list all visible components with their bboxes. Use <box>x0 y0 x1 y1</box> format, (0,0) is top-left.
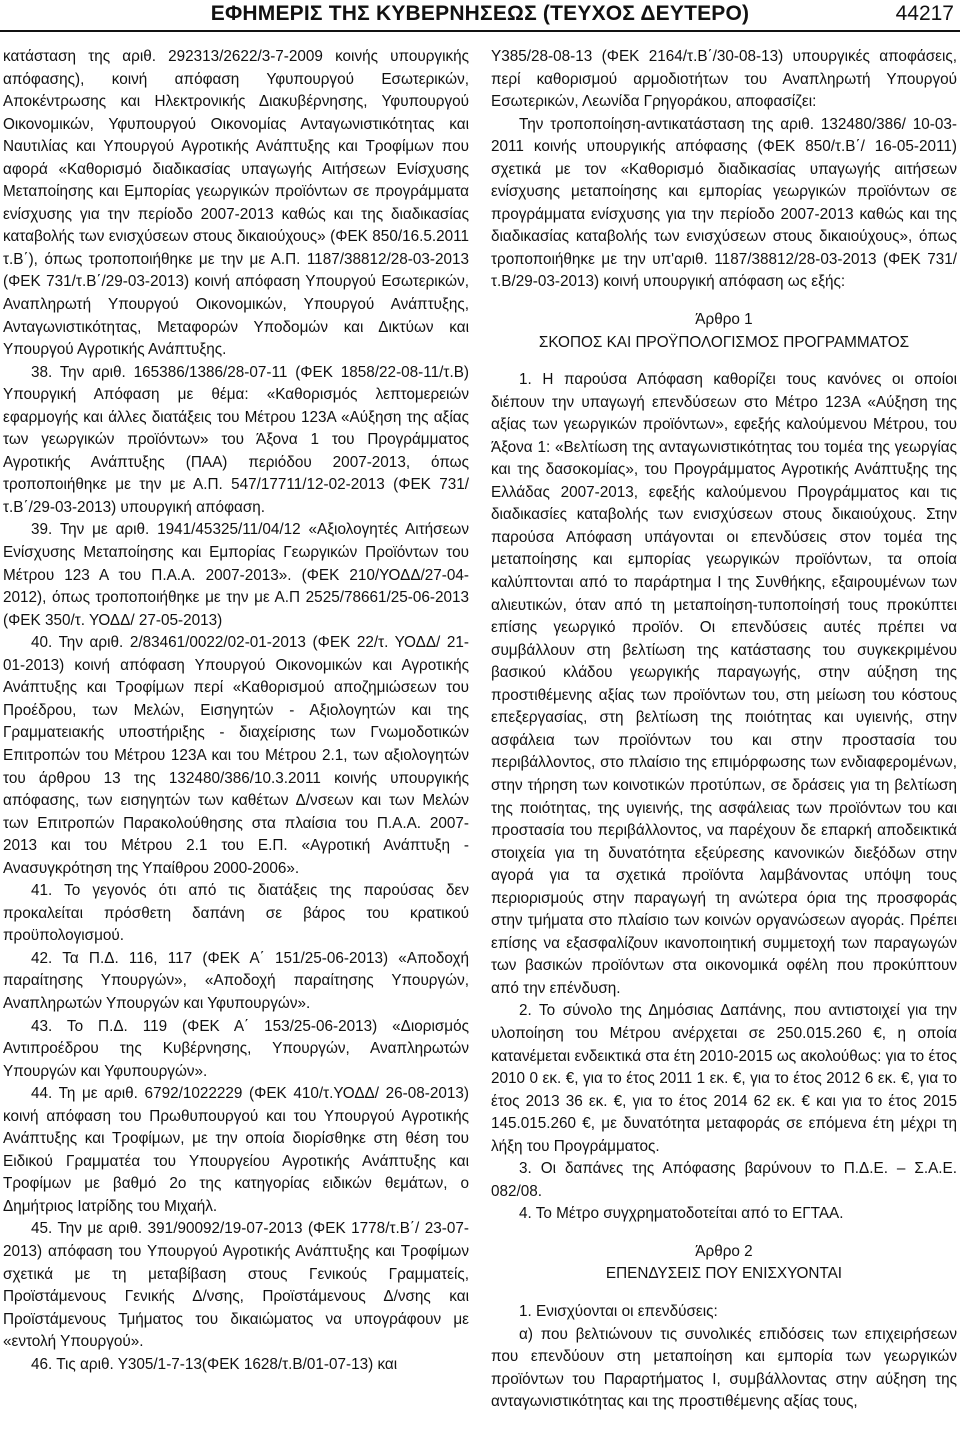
paragraph: 1. Ενισχύονται οι επενδύσεις: <box>519 1302 718 1320</box>
paragraph: Την τροποποίηση-αντικατάσταση της αριθ. 132480/386/ 10-03-2011 κοινής υπουργικής απόφασης (ΦΕΚ 850/τ.Β΄/ 16-05-2011) σχετικά με τον «Καθορισμό διαδικασίας υπαγωγής αιτήσεων ενίσχυσης μεταποίησης και εμπορίας γεωργικών προϊόντων σε προγράμματα ενίσχυσης για την περίοδο 2007-2013 καθώς και της διαδικασίας καταβολής των ενισχύσεων στους δικαιούχους», όπως τροποποιήθηκε με την υπ'αριθ. 1187/38812/28-03-2013 (ΦΕΚ 731/τ.Β/29-03-2013) κοινή υπουργική απόφαση ως εξής: <box>491 115 957 291</box>
left-column <box>3 46 469 1376</box>
article-title: ΣΚΟΠΟΣ ΚΑΙ ΠΡΟΫΠΟΛΟΓΙΣΜΟΣ ΠΡΟΓΡΑΜΜΑΤΟΣ <box>538 333 910 351</box>
spacer <box>491 1226 957 1241</box>
paragraph: 45. Την με αριθ. 391/90092/19-07-2013 (ΦΕΚ 1778/τ.Β΄/ 23-07-2013) απόφαση του Υπουργού Αγροτικής Ανάπτυξης και Τροφίμων σχετικά με τη μεταβίβαση στους Γενικούς Γραμματείς, Προϊστάμενους Γενικής Δ/νσης, Προϊστάμενους Δ/νσης και Προϊστάμενους Τμήματος του δικαιώματος να υπογράφουν με «εντολή Υπουργού». <box>3 1220 469 1351</box>
page-number: 44217 <box>895 2 954 25</box>
page-header <box>0 0 960 40</box>
paragraph: 46. Τις αριθ. Υ305/1-7-13(ΦΕΚ 1628/τ.Β/01-07-13) και <box>31 1355 398 1373</box>
paragraph: 3. Οι δαπάνες της Απόφασης βαρύνουν το Π.Δ.Ε. – Σ.Α.Ε. 082/08. <box>491 1160 957 1200</box>
paragraph: 43. Το Π.Δ. 119 (ΦΕΚ Α΄ 153/25-06-2013) «Διορισμός Αντιπροέδρου της Κυβέρνησης, Υπουργών, Αναπληρωτών Υπουργών και Υφυπουργών». <box>3 1017 469 1080</box>
spacer <box>491 294 957 309</box>
paragraph: Υ385/28-08-13 (ΦΕΚ 2164/τ.Β΄/30-08-13) υπουργικές αποφάσεις, περί καθορισμού αρμοδιοτήτων του Αναπληρωτή Υπουργού Εσωτερικών, Λεωνίδα Γρηγοράκου, αποφασίζει: <box>491 48 957 111</box>
spacer <box>491 354 957 369</box>
right-column <box>491 46 957 1414</box>
paragraph: 44. Τη με αριθ. 6792/1022229 (ΦΕΚ 410/τ.ΥΟΔΔ/ 26-08-2013) κοινή απόφαση του Πρωθυπουργού και του Υπουργού Αγροτικής Ανάπτυξης και Τροφίμων, με την οποία διορίσθηκε στη θέση του Ειδικού Γραμματέα του Υπουργείου Αγροτικής Ανάπτυξης και Τροφίμων με βαθμό 2ο της κατηγορίας ειδικών θεμάτων, ο Δημήτριος Ιατρίδης του Μιχαήλ. <box>3 1085 469 1215</box>
paragraph: κατάσταση της αριθ. 292313/2622/3-7-2009 κοινής υπουργικής απόφασης), κοινή απόφαση Υφυπουργού Εσωτερικών, Αποκέντρωσης και Ηλεκτρονικής Διακυβέρνησης, Υφυπουργού Οικονομικών, Υφυπουργού Οικονομίας Ανταγωνιστικότητας και Ναυτιλίας και Υπουργού Αγροτικής Ανάπτυξης και Τροφίμων που αφορά «Καθορισμό διαδικασίας υπαγωγής Αιτήσεων Ενίσχυσης Μεταποίησης και Εμπορίας γεωργικών προϊόντων σε προγράμματα ενίσχυσης για την περίοδο 2007-2013 καθώς και της διαδικασίας καταβολής των ενισχύσεων στους δικαιούχους» (ΦΕΚ 850/16.5.2011 τ.Β΄), όπως τροποποιήθηκε με την με Α.Π. 1187/38812/28-03-2013 (ΦΕΚ 731/τ.Β΄/29-03-2013) κοινή απόφαση Υπουργού Εσωτερικών, Αναπληρωτή Υπουργού Οικονομικών, Υπουργού Ανάπτυξης, Ανταγωνιστικότητας, Μεταφορών Υποδομών και Δικτύων και Υπουργού Αγροτικής Ανάπτυξης. <box>3 48 469 359</box>
article-number: Άρθρο 2 <box>695 1242 753 1260</box>
paragraph: α) που βελτιώνουν τις συνολικές επιδόσεις των επιχειρήσεων που επενδύουν στη μεταποίηση και εμπορία των γεωργικών προϊόντων του Παραρτήματος Ι, συμβάλλοντας στην αύξηση της ανταγωνιστικότητας και της προστιθέμενης αξίας τους, <box>491 1325 957 1411</box>
paragraph: 38. Την αριθ. 165386/1386/28-07-11 (ΦΕΚ 1858/22-08-11/τ.Β) Υπουργική Απόφαση με θέμα: «Καθορισμός λεπτομερειών εφαρμογής και άλλες διατάξεις του Μέτρου 123Α «Αύξηση της αξίας των γεωργικών προϊόντων» του Άξονα 1 του Προγράμματος Αγροτικής Ανάπτυξης (ΠΑΑ) περιόδου 2007-2013, όπως τροποποιήθηκε με την με Α.Π. 547/17711/12-02-2013 (ΦΕΚ 731/τ.Β΄/29-03-2013) υπουργική απόφαση. <box>3 363 469 516</box>
paragraph: 40. Την αριθ. 2/83461/0022/02-01-2013 (ΦΕΚ 22/τ. ΥΟΔΔ/ 21-01-2013) κοινή απόφαση Υπουργού Οικονομικών και Αγροτικής Ανάπτυξης και Τροφίμων περί «Καθορισμού αποζημιώσεων του Προέδρου, των Μελών, Εισηγητών - Αξιολογητών και της Γραμματειακής υποστήριξης - διαχείρισης των Γνωμοδοτικών Επιτροπών του Μέτρου 123Α και του Μέτρου 2.1, των αξιολογητών του άρθρου 13 της 132480/386/10.3.2011 κοινής υπουργικής απόφασης, των εισηγητών των καθέτων Δ/νσεων και των Μελών των Επιτροπών Παρακολούθησης στα πλαίσια του Π.Α.Α. 2007-2013 και του Μέτρου 2.1 του Ε.Π. «Αγροτική Ανάπτυξη - Ανασυγκρότηση της Υπαίθρου 2000-2006». <box>3 634 469 877</box>
paragraph: 41. Το γεγονός ότι από τις διατάξεις της παρούσας δεν προκαλείται πρόσθετη δαπάνη σε βάρος του κρατικού προϋπολογισμού. <box>3 882 469 945</box>
paragraph: 1. Η παρούσα Απόφαση καθορίζει τους κανόνες οι οποίοι διέπουν την υπαγωγή επενδύσεων στο Μέτρο 123Α «Αύξηση της αξίας των γεωργικών προϊόντων», εφεξής καλούμενου Μέτρου, του Άξονα 1: «Βελτίωση της ανταγωνιστικότητας του τομέα της γεωργίας και της δασοκομίας», του Προγράμματος Αγροτικής Ανάπτυξης της Ελλάδας 2007-2013, εφεξής καλούμενου Προγράμματος και τις διαδικασίες καταβολής των ενισχύσεων στους δικαιούχους. Στην παρούσα Απόφαση υπάγονται οι επενδύσεις στον τομέα της μεταποίησης και εμπορίας γεωργικών προϊόντων, τα οποία καλύπτονται από το παράρτημα Ι της Συνθήκης, εξαιρουμένων των αλιευτικών, όταν από τη μεταποίηση-τυποποίησή τους προκύπτει επίσης γεωργικό προϊόν. Οι επενδύσεις αυτές πρέπει να συμβάλλουν στη βελτίωση της κατάστασης του συγκεκριμένου βασικού κλάδου γεωργικής παραγωγής, στην αύξηση της προστιθέμενης αξίας των προϊόντων του, στη μείωση του κόστους επεξεργασίας, στη βελτίωση της ποιότητας και υγιεινής, στην ασφάλεια των προϊόντων του και στην προστασία του περιβάλλοντος, στο πλαίσιο της επιμόρφωσης των ενδιαφερομένων, στην τήρηση των κοινοτικών προτύπων, σε δράσεις για τη βελτίωση της ποιότητας, της υγιεινής, της ασφάλειας των προϊόντων του και προστασία του περιβάλλοντος, να παρέχουν δε επαρκή αποδεικτικά στοιχεία για τη δυνατότητα εξεύρεσης κανονικών διεξόδων στην αγορά για τα σχετικά προϊόντα λαμβάνοντας υπόψη τους περιορισμούς στην παραγωγή τη ανώτερα όρια της προσφοράς στην τμήματα στο πλαίσιο των κοινών οργανώσεων αγοράς. Πρέπει επίσης να εξασφαλίζουν ικανοποιητική συμμετοχή των παραγωγών των βασικών προϊόντων στα οικονομικά οφέλη που προκύπτουν από την επένδυση. <box>491 371 957 997</box>
paragraph: 39. Την με αριθ. 1941/45325/11/04/12 «Αξιολογητές Αιτήσεων Ενίσχυσης Μεταποίησης και Εμπορίας Γεωργικών Προϊόντων του Μέτρου 123 Α του Π.Α.Α. 2007-2013». (ΦΕΚ 210/ΥΟΔΔ/27-04-2012), όπως τροποποιήθηκε με την με Α.Π 2525/78661/25-06-2013 (ΦΕΚ 350/τ. ΥΟΔΔ/ 27-05-2013) <box>3 521 469 629</box>
paragraph: 42. Τα Π.Δ. 116, 117 (ΦΕΚ Α΄ 151/25-06-2013) «Αποδοχή παραίτησης Υπουργών», «Αποδοχή παραίτησης Υπουργών, Αναπληρωτών Υπουργών και Υφυπουργών». <box>3 949 469 1012</box>
gazette-title: ΕΦΗΜΕΡΙΣ ΤΗΣ ΚΥΒΕΡΝΗΣΕΩΣ (ΤΕΥΧΟΣ ΔΕΥΤΕΡΟ) <box>210 2 750 25</box>
paragraph: 4. Το Μέτρο συγχρηματοδοτείται από το ΕΓΤΑΑ. <box>519 1205 844 1223</box>
paragraph: 2. Το σύνολο της Δημόσιας Δαπάνης, που αντιστοιχεί για την υλοποίηση του Μέτρου ανέρχεται σε 250.015.260 €, η οποία κατανέμεται ενδεικτικά στα έτη 2010-2015 ως ακολούθως: για το έτος 2010 0 εκ. €, για το έτος 2011 1 εκ. €, για το έτος 2012 6 εκ. €, για το έτος 2013 36 εκ. €, για το έτος 2014 62 εκ. € και για το έτος 2015 145.015.260 €, με δυνατότητα μεταφοράς σε επόμενα έτη μέχρι τη λήξη του Προγράμματος. <box>491 1002 957 1155</box>
article-title: ΕΠΕΝΔΥΣΕΙΣ ΠΟΥ ΕΝΙΣΧΥΟΝΤΑΙ <box>605 1265 843 1283</box>
article-number: Άρθρο 1 <box>695 311 753 329</box>
header-rule <box>0 30 960 32</box>
spacer <box>491 1286 957 1301</box>
